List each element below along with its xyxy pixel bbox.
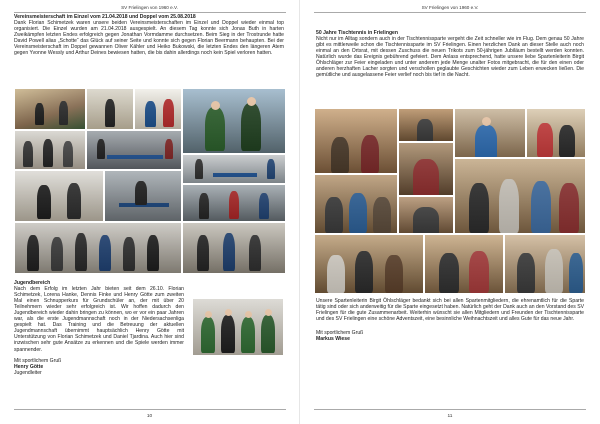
photo <box>454 108 526 158</box>
greeting: Mit sportlichem Gruß <box>316 330 364 337</box>
signature-name: Markus Wiese <box>316 336 350 343</box>
photo-collage-celebration <box>314 108 586 294</box>
section-heading: Vereinsmeisterschaft im Einzel vom 21.04.2018 und Doppel vom 25.08.2018 <box>14 14 196 20</box>
footer-rule <box>314 409 586 410</box>
section-body: Nicht nur im Alltag sondern auch in der Tischtennissparte vergeht die Zeit schneller wie im Flug. Dem genau 50 Jahre gibt es mittlerweile schon die Tischtennissparte im SV Frielingen. Einen herzlichen Dank an dieser Stelle auch noch einmal an den Ortsrat, mit dessen Zuschuss die neuen Trikots zum 50-jährigen Jubiläum bestellt werden konnten. Natürlich wurde das Ereignis gebührend gefeiert. Dem Anlass entsprechend, hatte unsere liebe Spartenleiterin Birgit Öhlschläger zur Feier eingeladen und unter anderem jede Menge unalter Fotos mitgebracht, die für den einen oder anderen herzhaften Lacher sorgten und verschollen geglaubte Geschichten wieder zum Leben erwecken ließen. Die gemütliche und ausgelassene Feier verlief noch bis tief in die Nacht. <box>316 36 584 79</box>
signature-block <box>316 330 584 342</box>
photo <box>182 154 286 184</box>
footer-rule <box>14 409 286 410</box>
photo <box>14 88 86 130</box>
photo <box>14 170 104 222</box>
header-rule <box>314 12 586 13</box>
photo <box>104 170 182 222</box>
photo <box>314 234 424 294</box>
photo-youth-team <box>192 298 284 356</box>
section-50-jahre <box>316 30 584 78</box>
section-body: Unsere Spartenleiterin Birgit Öhlschläger bedankt sich bei allen Spartenmitgliedern, die ehrenamtlich für die Sparte tätig sind oder sich anderweitig für die Sparte eingesetzt haben. Natürlich geht der Dank auch an den Vorstand des SV Frielingen für die gute Zusammenarbeit. Weiterhin wünscht sie allen Mitgliedern und Freunden der Tischtennissparte und des SV Frielingen eine schöne Adventszeit, eine besinnliche Weihnachtszeit und alles Gute für das neue Jahr. <box>316 298 584 323</box>
photo <box>526 108 586 158</box>
page-number: 10 <box>146 414 153 419</box>
photo <box>86 88 134 130</box>
photo <box>182 184 286 222</box>
photo <box>14 222 182 274</box>
section-jugendbereich <box>14 280 184 376</box>
photo <box>398 108 454 142</box>
signature-block <box>14 358 184 376</box>
photo-collage-tournament <box>14 88 286 274</box>
photo <box>182 88 286 154</box>
header-rule <box>14 12 286 13</box>
page-number: 11 <box>447 414 453 419</box>
page-header: SV Frielingen von 1960 e.V. <box>421 5 479 10</box>
photo <box>454 158 586 234</box>
photo <box>398 142 454 196</box>
photo <box>134 88 182 130</box>
greeting: Mit sportlichem Gruß <box>14 357 62 364</box>
photo <box>314 108 398 174</box>
photo <box>182 222 286 274</box>
section-body: Dank Florian Schimetzek waren unsere beiden Vereinsmeisterschaften im Einzel und Doppel wieder einmal top organisiert. Die Einzel wurden am 21.04.2018 ausgespielt. An diesem Tag konnte sich Jonas Buth in harten Zweikämpfen letzten Endes erfolgreich gegen Jonathan Vormdamme durchsetzen. Beim Sieg in der Trostrunde hatte David Powell alias „Schotte“ das Glück auf seiner Seite und konnte sich gegen Florian Beermann behaupten. Bei der Vereinsmeisterschaft im Doppel gewannen Oliver Kähler und Heiko Bukowski, die letzten Endes den längeren Atem gegen Yvonne Wessly und Arthur Deines bewiesen hatten, die bis dahin allerdings noch kein Spiel verloren hatten. <box>14 20 284 57</box>
page-header: SV Frielingen von 1960 e.V. <box>121 5 178 10</box>
photo <box>398 196 454 234</box>
section-heading: Jugendbereich <box>14 280 51 286</box>
section-dank <box>316 298 584 342</box>
photo <box>14 130 86 170</box>
section-body: Nach dem Erfolg im letzten Jahr bieten seit dem 26.10. Florian Schimetzek, Lorena Hanke, Dennis Finke und Henry Götte zum zweiten Mal einen Schnupperkurs für Grundschüler an, der mit über 20 Teilnehmern wieder sehr erfolgreich ist. Wir hoffen dadurch den Jugendbereich wieder dahin bringen zu können, wo er vor ein paar Jahren war, als die erste Jugendmannschaft noch in der Niedersachsenliga gespielt hat. Das Training und die Betreuung der aktuellen Jugendmannschaft übernimmt hauptsächlich Henry Götte mit Unterstützung von Florian Schimetzek und Daniel Tjardina. Auch hier sind inzwischen sehr gute Ansätze zu erkennen und die Spiele werden immer spannender. <box>14 286 184 353</box>
photo <box>504 234 586 294</box>
section-heading: 50 Jahre Tischtennis in Frielingen <box>316 30 398 36</box>
signature-role: Jugendleiter <box>14 369 42 376</box>
section-vereinsmeisterschaft <box>14 14 284 56</box>
photo <box>314 174 398 234</box>
photo <box>424 234 504 294</box>
photo <box>86 130 182 170</box>
right-page <box>300 0 600 424</box>
signature-name: Henry Götte <box>14 363 44 370</box>
